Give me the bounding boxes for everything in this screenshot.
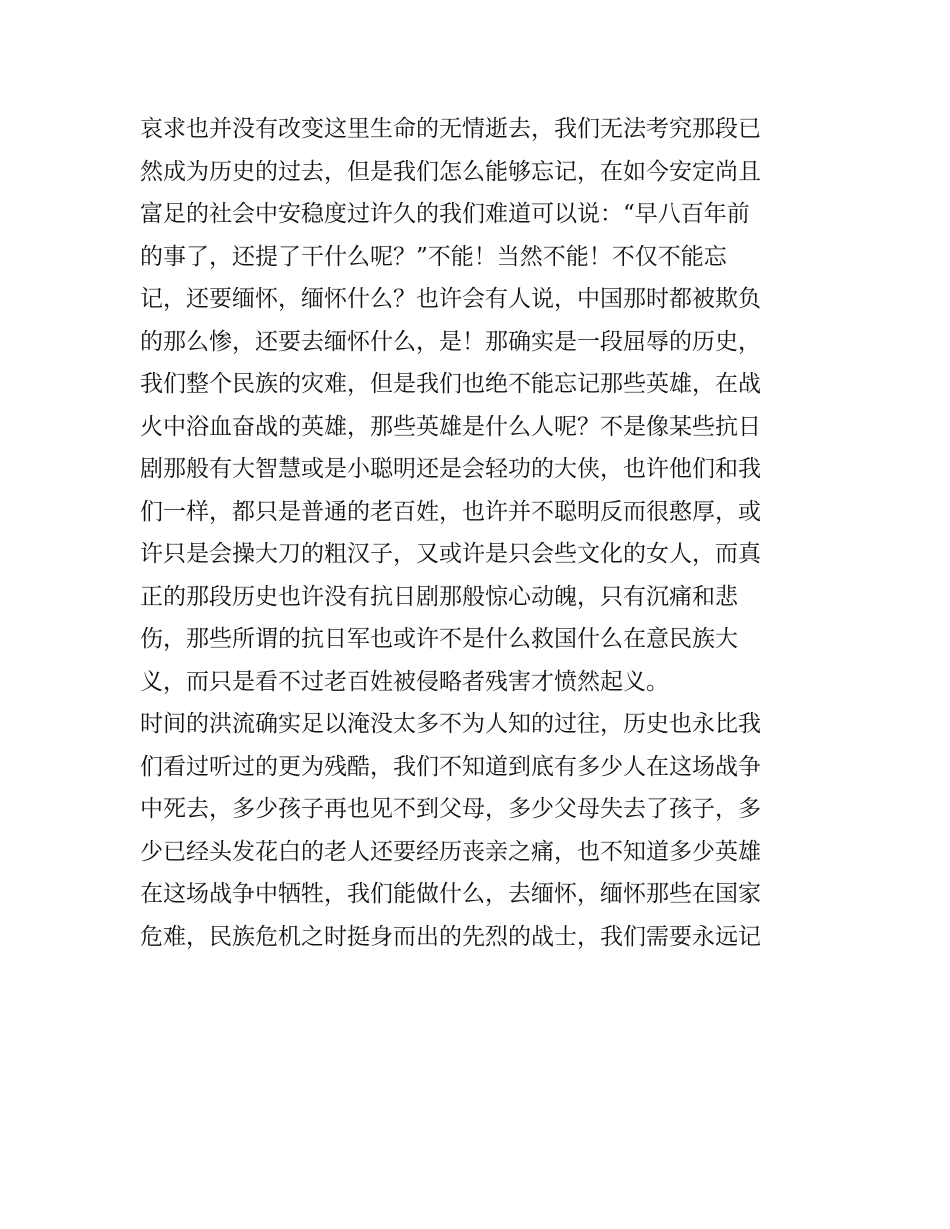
text-line: 我们整个民族的灾难，但是我们也绝不能忘记那些英雄，在战: [140, 371, 761, 397]
text-line: 许只是会操大刀的粗汉子，又或许是只会些文化的女人，而真: [140, 541, 761, 567]
text-line: 在这场战争中牺牲，我们能做什么，去缅怀，缅怀那些在国家: [140, 881, 761, 907]
text-line: 的事了，还提了干什么呢？”不能！当然不能！不仅不能忘: [140, 243, 727, 270]
text-line: 们看过听过的更为残酷，我们不知道到底有多少人在这场战争: [140, 753, 761, 780]
text-line: 中死去，多少孩子再也见不到父母，多少父母失去了孩子，多: [140, 796, 761, 822]
text-line: 哀求也并没有改变这里生命的无情逝去，我们无法考究那段已: [140, 116, 761, 142]
text-line: 义，而只是看不过老百姓被侵略者残害才愤然起义。: [140, 668, 669, 695]
text-line: 剧那般有大智慧或是小聪明还是会轻功的大侠，也许他们和我: [140, 456, 761, 482]
text-line: 富足的社会中安稳度过许久的我们难道可以说：“早八百年前: [140, 201, 750, 227]
document-body: [140, 108, 820, 958]
text-line: 时间的洪流确实足以淹没太多不为人知的过往，历史也永比我: [140, 711, 761, 737]
text-line: 然成为历史的过去，但是我们怎么能够忘记，在如今安定尚且: [140, 158, 761, 185]
text-line: 少已经头发花白的老人还要经历丧亲之痛，也不知道多少英雄: [140, 838, 761, 865]
text-line: 记，还要缅怀，缅怀什么？也许会有人说，中国那时都被欺负: [140, 286, 761, 312]
text-line: 们一样，都只是普通的老百姓，也许并不聪明反而很憨厚，或: [140, 498, 761, 525]
text-line: 伤，那些所谓的抗日军也或许不是什么救国什么在意民族大: [140, 626, 738, 652]
text-line: 火中浴血奋战的英雄，那些英雄是什么人呢？不是像某些抗日: [140, 413, 761, 440]
text-line: 正的那段历史也许没有抗日剧那般惊心动魄，只有沉痛和悲: [140, 583, 738, 610]
text-line: 的那么惨，还要去缅怀什么，是！那确实是一段屈辱的历史，: [140, 328, 761, 355]
text-line: 危难，民族危机之时挺身而出的先烈的战士，我们需要永远记: [140, 923, 761, 950]
